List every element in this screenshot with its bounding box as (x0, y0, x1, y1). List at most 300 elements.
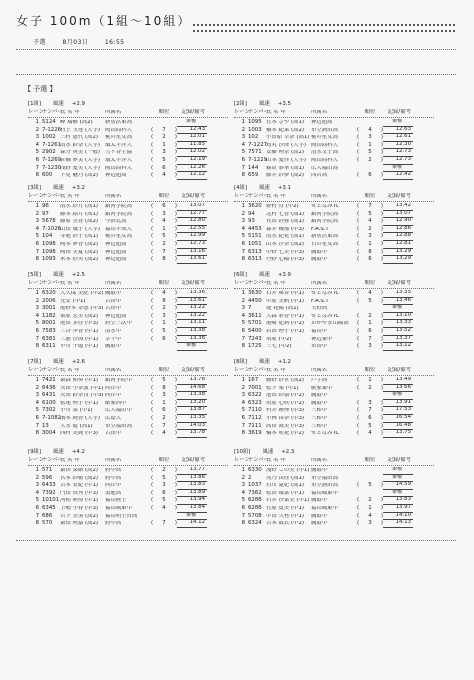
team-name: 福山中 (311, 329, 328, 335)
rank-value: 6 (162, 407, 166, 414)
col-lane: レーン (234, 193, 251, 200)
team-name: 日の星女高 (311, 242, 338, 248)
team-name: 福山城東中 (311, 506, 338, 512)
rank-open-paren: ( (357, 210, 360, 217)
lane: 1 (241, 119, 245, 126)
team-name: F.A.S.T (311, 298, 329, 304)
dns-mark: 棄権 (383, 305, 413, 313)
bib-number: 13 (42, 422, 49, 429)
lane: 8 (241, 172, 245, 179)
rank-value: 6 (368, 256, 372, 263)
result-row (234, 290, 434, 298)
result-row (234, 407, 434, 415)
lane: 5 (241, 497, 245, 504)
rank-open-paren: ( (151, 149, 154, 156)
result-row (28, 377, 228, 385)
rank-open-paren: ( (357, 505, 360, 512)
result-row (28, 505, 228, 513)
team-name: 戸手高 (311, 378, 328, 384)
rank-value: 6 (162, 203, 166, 210)
team-name: 鷹取中 (311, 257, 328, 263)
wind-label: 風速 (259, 184, 270, 191)
athlete-name: 寺地 紗子 (高1) (60, 234, 99, 240)
rank-value: 2 (162, 305, 166, 312)
rank-value: 2 (368, 157, 372, 164)
team-name: 福山城東中 (105, 506, 132, 512)
lane: 4 (241, 141, 245, 148)
bib-number: 6313 (248, 256, 262, 263)
lane: 2 (241, 210, 245, 217)
athlete-name: 濱本 純香 (大学) (60, 416, 100, 422)
lane: 3 (241, 392, 245, 399)
athlete-name: 山本 沙奈 (高2) (266, 242, 305, 248)
record-time: 13.33 (383, 320, 413, 328)
record-time: 13.61 (177, 256, 207, 264)
column-headers (28, 193, 228, 201)
bottom-rule (16, 540, 456, 541)
rank (357, 408, 383, 413)
rank-value: 4 (162, 505, 166, 512)
rank-close-paren: ) (380, 126, 383, 133)
athlete-name: 菅原 寛美 (中1) (266, 506, 305, 512)
rank (151, 166, 177, 171)
result-row (234, 172, 434, 180)
athlete-name: 若田 理子 (中1) (266, 329, 305, 335)
rank (151, 204, 177, 209)
rank-close-paren: ) (380, 377, 383, 384)
rank-value: 5 (368, 482, 372, 489)
heat-block (234, 271, 434, 351)
athlete-name: 小田原 幸奈 (高1) (266, 135, 310, 141)
column-headers (28, 457, 228, 465)
rank (357, 337, 383, 342)
record-time: 12.99 (177, 233, 207, 241)
record-time: 11.85 (177, 142, 207, 150)
result-row (28, 249, 228, 257)
column-headers (234, 193, 434, 201)
team-name: 鷹取中 (311, 400, 328, 406)
heat-label: [6組] (234, 271, 248, 278)
lane: 3 (241, 305, 245, 312)
rank-open-paren: ( (151, 399, 154, 406)
athlete-name: 橋本 紀菜 (高2) (266, 127, 305, 133)
rank (357, 329, 383, 334)
rank (357, 506, 383, 511)
col-number: ナンバー (42, 367, 63, 374)
heat-rule (28, 117, 228, 118)
team-name: 岡山商科大 (105, 127, 132, 133)
rank-close-paren: ) (174, 422, 177, 429)
athlete-name: 村上 玉達 (大学) (60, 127, 100, 133)
team-name: 府立三次中 (105, 321, 132, 327)
rank (357, 234, 383, 239)
team-name: 府中高 (105, 521, 122, 527)
record-time: 13.87 (177, 407, 207, 415)
rank-value: 5 (162, 377, 166, 384)
bib-number: 686 (42, 512, 53, 519)
result-row (28, 233, 228, 241)
result-row (28, 172, 228, 180)
col-number: ナンバー (248, 193, 269, 200)
athlete-name: 門田 真秀 (中3) (60, 490, 99, 496)
rank-value: 3 (162, 149, 166, 156)
result-row (28, 290, 228, 298)
rank (357, 321, 383, 326)
bib-number: 7001 (248, 384, 262, 391)
rank (357, 386, 383, 391)
heat-block (28, 271, 228, 351)
rank-open-paren: ( (357, 149, 360, 156)
result-row (234, 328, 434, 336)
bib-number: 3001 (42, 305, 56, 312)
rank-close-paren: ) (380, 430, 383, 437)
heat-rule (28, 375, 228, 376)
record-time: 13.78 (177, 430, 207, 438)
col-record: 記録/備考 (181, 457, 205, 463)
team-name: 鷹取中 (311, 468, 328, 474)
team-name: 福山明王台高 (105, 513, 138, 519)
bib-number: 5701 (248, 320, 262, 327)
lane: 6 (241, 328, 245, 335)
rank-value: 2 (162, 134, 166, 141)
result-row (28, 392, 228, 400)
rank-close-paren: ) (380, 335, 383, 342)
rank (151, 128, 177, 133)
team-name: 幸千中 (105, 336, 122, 342)
rank-open-paren: ( (151, 384, 154, 391)
result-row (234, 313, 434, 321)
bib-number: 6324 (248, 520, 262, 527)
bib-number: 1093 (42, 256, 56, 263)
rank-close-paren: ) (174, 399, 177, 406)
record-time: 12.88 (383, 233, 413, 241)
rank (151, 483, 177, 488)
rank (151, 491, 177, 496)
result-row (234, 134, 434, 142)
rank-close-paren: ) (380, 497, 383, 504)
rank-close-paren: ) (380, 407, 383, 414)
team-name: 向丘中 (105, 393, 122, 399)
rank-value: 4 (368, 218, 372, 225)
team-name: 岡山商科大 (311, 158, 338, 164)
lane: 8 (35, 256, 39, 263)
rank-close-paren: ) (174, 203, 177, 210)
lane: 2 (35, 210, 39, 217)
athlete-name: 石川 夏妃 (高1) (266, 483, 305, 489)
heat-label: [10組] (234, 448, 251, 455)
team-name: 神辺旭高 (311, 120, 333, 126)
lane: 5 (241, 149, 245, 156)
result-row (234, 336, 434, 344)
rank-close-paren: ) (174, 297, 177, 304)
athlete-name: 光安 (中1) (60, 298, 86, 304)
lane: 4 (35, 225, 39, 232)
rank-value: 5 (162, 328, 166, 335)
rank-close-paren: ) (174, 384, 177, 391)
athlete-name: 池田 紗梨 (中2) (266, 393, 305, 399)
result-row (28, 415, 228, 423)
team-name: 銀河学院高 (105, 211, 132, 217)
col-name: 氏 名 年 (266, 194, 286, 200)
rank-open-paren: ( (357, 377, 360, 384)
rank-close-paren: ) (174, 256, 177, 263)
rank (151, 329, 177, 334)
rank-value: 3 (368, 520, 372, 527)
rank (151, 424, 177, 429)
record-time: 12.02 (177, 149, 207, 157)
team-name: 神辺東中 (311, 336, 333, 342)
team-name: 神辺旭高 (105, 257, 127, 263)
rank-open-paren: ( (357, 497, 360, 504)
result-row (28, 211, 228, 219)
record-time: 12.73 (383, 157, 413, 165)
heat-block (234, 100, 434, 180)
rank-value: 5 (162, 233, 166, 240)
bib-number: 7-1082 (42, 415, 62, 422)
rank (151, 257, 177, 262)
rank (151, 386, 177, 391)
rank-value: 6 (368, 172, 372, 179)
rank-close-paren: ) (174, 141, 177, 148)
lane: 1 (35, 467, 39, 474)
rank-value: 5 (162, 497, 166, 504)
rank-close-paren: ) (380, 233, 383, 240)
bib-number: 1095 (248, 119, 262, 126)
lane: 2 (241, 126, 245, 133)
heat-header (234, 271, 434, 280)
rank-value: 1 (368, 505, 372, 512)
rank (151, 314, 177, 319)
rank-value: 6 (368, 328, 372, 335)
record-time: 13.83 (383, 497, 413, 505)
bib-number: 2902 (42, 149, 56, 156)
athlete-name: 下見 魅乃 (高2) (60, 173, 99, 179)
col-lane: レーン (234, 280, 251, 287)
col-record: 記録/備考 (387, 109, 411, 115)
col-name: 氏 名 年 (266, 368, 286, 374)
athlete-name: 峰 瑞樹 (高2) (60, 120, 93, 126)
result-row (28, 157, 228, 165)
bib-number: 1002 (42, 134, 56, 141)
col-name: 氏 名 年 (60, 281, 80, 287)
heat-label: [4組] (234, 184, 248, 191)
heat-header (234, 100, 434, 109)
athlete-name: 村井 瑛理 (中3) (266, 408, 305, 414)
rank-open-paren: ( (357, 248, 360, 255)
lane: 1 (35, 119, 39, 126)
rank-open-paren: ( (151, 482, 154, 489)
rank (151, 173, 177, 178)
athlete-name: 大久保 美紀 (中2) (60, 291, 104, 297)
heat-block (28, 100, 228, 180)
col-lane: レーン (234, 109, 251, 116)
rank-close-paren: ) (380, 172, 383, 179)
athlete-name: 茂乃 由佳 (高1) (266, 475, 305, 481)
wind-label: 風速 (53, 271, 64, 278)
athlete-name: 安藤 理奈 (高2) (266, 150, 305, 156)
athlete-name: 大水 遥 (高1) (60, 423, 93, 429)
lane: 6 (35, 415, 39, 422)
athlete-name: 吉下 美羽 (高2) (60, 513, 99, 519)
lane: 1 (241, 467, 245, 474)
bib-number: 6313 (248, 248, 262, 255)
rank-close-paren: ) (174, 467, 177, 474)
record-time: 12.77 (177, 211, 207, 219)
col-rank: 順位 (158, 193, 170, 200)
team-name: 銀河学院中 (105, 378, 132, 384)
rank-value: 6 (368, 415, 372, 422)
rank-value: 4 (368, 290, 372, 297)
rank-close-paren: ) (174, 290, 177, 297)
team-name: 銀河学院高 (311, 219, 338, 225)
rank-close-paren: ) (174, 482, 177, 489)
record-time: 13.75 (383, 430, 413, 438)
result-row (234, 482, 434, 490)
lane: 2 (35, 126, 39, 133)
rank-open-paren: ( (151, 172, 154, 179)
athlete-name: 早川 千遥 (中1) (60, 344, 99, 350)
lane: 6 (241, 157, 245, 164)
lane: 7 (241, 248, 245, 255)
rank (151, 242, 177, 247)
record-time: 13.07 (383, 211, 413, 219)
rank-value: 4 (162, 218, 166, 225)
result-row (28, 142, 228, 150)
team-name: 環太平洋大 (105, 158, 132, 164)
rank (357, 242, 383, 247)
lane: 8 (241, 520, 245, 527)
rank-open-paren: ( (151, 474, 154, 481)
athlete-name: 桑田 理嘉 (高2) (60, 521, 99, 527)
bib-number: 5124 (42, 119, 56, 126)
rank-open-paren: ( (151, 392, 154, 399)
record-time: 12.90 (383, 218, 413, 226)
athlete-name: 山田 幾子 (大学) (60, 226, 100, 232)
rank-open-paren: ( (151, 489, 154, 496)
col-number: ナンバー (248, 280, 269, 287)
rank-close-paren: ) (380, 399, 383, 406)
record-time: 14.10 (383, 513, 413, 521)
team-name: 盈進高 (105, 490, 122, 496)
rank-open-paren: ( (357, 141, 360, 148)
team-name: 府中高 (105, 475, 122, 481)
heat-rule (234, 288, 434, 289)
bib-number: 96 (42, 203, 49, 210)
rank-close-paren: ) (174, 430, 177, 437)
col-lane: レーン (234, 367, 251, 374)
col-rank: 順位 (364, 280, 376, 287)
team-name: 福山陸上 (105, 498, 127, 504)
rank-open-paren: ( (151, 422, 154, 429)
team-name: 広大福山高 (311, 165, 338, 171)
athlete-name: 増原 (中2) (266, 336, 292, 342)
heat-header (28, 358, 228, 367)
rank (357, 344, 383, 349)
lane: 8 (241, 256, 245, 263)
rank-open-paren: ( (151, 467, 154, 474)
athlete-name: 中田 久巷 (中1) (266, 513, 305, 519)
bib-number: 6323 (248, 399, 262, 406)
athlete-name: 米本 紗央 (高2) (60, 257, 99, 263)
rank-open-paren: ( (357, 422, 360, 429)
athlete-name: 長田 紗弥 (高1) (266, 219, 305, 225)
rank-close-paren: ) (380, 297, 383, 304)
col-team: 所属名 (311, 194, 328, 200)
record-time: 12.30 (383, 142, 413, 150)
lane: 7 (241, 335, 245, 342)
team-name: 向丘中 (105, 483, 122, 489)
col-team: 所属名 (105, 458, 122, 464)
wind-label: 風速 (53, 448, 64, 455)
lane: 3 (241, 482, 245, 489)
rank-open-paren: ( (357, 157, 360, 164)
heat-label: [5組] (28, 271, 42, 278)
bib-number: 6288 (248, 505, 262, 512)
col-team: 所属名 (105, 281, 122, 287)
athlete-name: 倉橋 夢実 (大学) (60, 158, 100, 164)
athlete-name: 高田 海美 (中3) (266, 423, 305, 429)
bib-number: 94 (248, 210, 255, 217)
dns-mark: 棄権 (383, 467, 413, 475)
heat-label: [8組] (234, 358, 248, 365)
lane: 4 (35, 141, 39, 148)
col-name: 氏 名 年 (60, 458, 80, 464)
rank (357, 416, 383, 421)
heat-header (28, 448, 228, 457)
record-time: 13.20 (177, 400, 207, 408)
rank-value: 4 (162, 290, 166, 297)
rank-open-paren: ( (151, 157, 154, 164)
rank-value: 5 (368, 422, 372, 429)
lane: 3 (241, 218, 245, 225)
rank-close-paren: ) (174, 218, 177, 225)
team-name: せとなみTC (311, 204, 340, 210)
rank-value: 3 (368, 134, 372, 141)
bib-number: 1725 (248, 343, 262, 350)
lane: 7 (241, 164, 245, 171)
athlete-name: 野村 育 (中2) (266, 204, 299, 210)
result-row (28, 328, 228, 336)
athlete-name: 吉本 数衣 (中2) (266, 521, 305, 527)
result-row (28, 430, 228, 438)
rank-open-paren: ( (357, 512, 360, 519)
rank (151, 143, 177, 148)
record-time: 13.29 (383, 256, 413, 264)
result-row (234, 127, 434, 135)
result-row (234, 400, 434, 408)
rank-value: 5 (162, 157, 166, 164)
bib-number: 7243 (248, 335, 262, 342)
bib-number: 6320 (42, 290, 56, 297)
col-record: 記録/備考 (181, 367, 205, 373)
result-row (28, 165, 228, 173)
lane: 4 (241, 399, 245, 406)
bib-number: 7-1230 (42, 164, 62, 171)
record-time: 13.29 (383, 249, 413, 257)
wind-value: +3.2 (71, 184, 85, 191)
bib-number: 3630 (248, 290, 262, 297)
result-row (234, 298, 434, 306)
col-name: 氏 名 年 (60, 368, 80, 374)
rank-open-paren: ( (357, 256, 360, 263)
athlete-name: 森井 槻那 (中3) (266, 226, 305, 232)
rank-value: 2 (368, 497, 372, 504)
team-name: 三和中 (311, 408, 328, 414)
rank (357, 521, 383, 526)
rank-value: 1 (368, 377, 372, 384)
rank-value: 2 (162, 467, 166, 474)
result-row (28, 119, 228, 127)
